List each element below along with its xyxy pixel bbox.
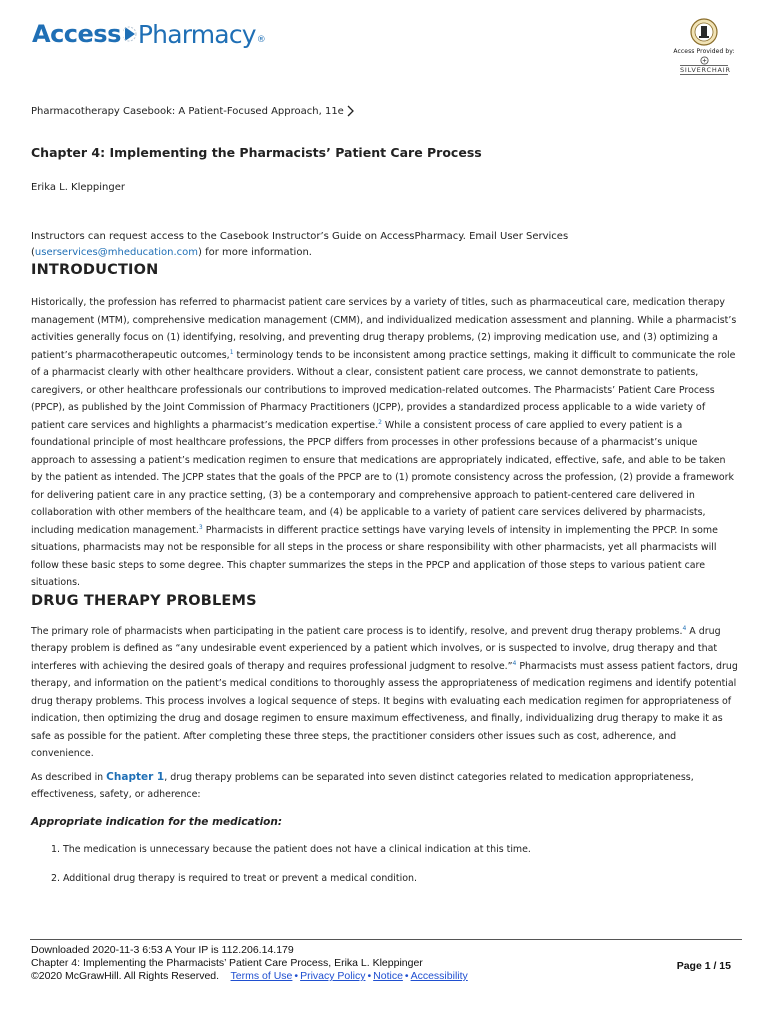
dtp-text-3: Pharmacists must assess patient factors, drug therapy, and information on the patient’s medical conditions to thoroughly assess the appropriateness of medication regimens and identify potential drug therapy problems. This process involves a logical sequence of steps. It begins with evaluating each medication regimen for appropriateness of indication, then optimizing the drug and dosage regimen to ensure maximum effectiveness, and finally, individualizing drug therapy to make it as safe as possible for the patient. After completing these three steps, the practitioner considers other issues such as cost, adherence, and convenience. [31,660,738,759]
indication-subheading: Appropriate indication for the medication: [31,815,283,828]
logo-pharmacy-text: Pharmacy [137,19,256,49]
logo-registered-mark: ® [256,35,266,45]
dtp-text-2: A drug therapy problem is defined as “any undesirable event experienced by a patient which involves, or is suspected to involve, drug therapy and that interferes with achieving the desired goals of therapy and requires professional judgment to resolve.” [31,625,721,672]
introduction-paragraph [31,294,739,592]
article-body [31,104,739,886]
dtp2-text-after: , drug therapy problems can be separated into seven distinct categories related to medication appropriateness, effectiveness, safety, or adherence: [31,771,694,800]
access-provided-label: Access Provided by: [673,48,735,55]
logo-gear-icon [123,24,137,44]
reference-link[interactable]: 4 [512,659,517,667]
introduction-heading: INTRODUCTION [31,262,159,278]
notice-text-before: Instructors can request access to the Casebook Instructor’s Guide on AccessPharmacy. Email User Services ( [31,231,569,258]
intro-text-2: terminology tends to be inconsistent among practice settings, making it difficult to communicate the role of a pharmacist clearly with other healthcare providers. Without a clear, consistent patient care process, we cannot demonstrate to patients, caregivers, or other healthcare professionals our contributions to improved medication-related outcomes. The Pharmacists’ Patient Care Process (PPCP), as published by the Joint Commission of Pharmacy Practitioners (JCPP), provides a standardized process applicable to a wide variety of patient care services and highlights a pharmacist’s medication expertise. [31,349,736,431]
notice-link[interactable]: Notice [373,970,403,982]
email-link[interactable]: userservices@mheducation.com [34,247,198,258]
drug-therapy-heading: DRUG THERAPY PROBLEMS [31,592,257,609]
notice-text-after: ) for more information. [197,247,312,258]
footer-citation: Chapter 4: Implementing the Pharmacists’ Patient Care Process, Erika L. Kleppinger [31,957,423,969]
page-number: Page 1 / 15 [676,960,731,972]
chapter-reference-paragraph [31,769,739,804]
reference-link[interactable]: 4 [682,624,687,632]
footer-copyright: ©2020 McGrawHill. All Rights Reserved. [31,970,220,982]
dtp2-text-before: As described in [31,771,107,783]
chapter-title: Chapter 4: Implementing the Pharmacists’ Patient Care Process [31,145,482,160]
silverchair-mark-icon [700,56,709,65]
reference-link[interactable]: 1 [229,348,234,356]
reference-link[interactable]: 3 [198,523,203,531]
accessibility-link[interactable]: Accessibility [410,970,468,982]
footer-download-info: Downloaded 2020-11-3 6:53 A Your IP is 112.206.14.179 [31,944,294,956]
footer-separator: • [404,970,409,982]
breadcrumb-book-title[interactable]: Pharmacotherapy Casebook: A Patient-Focused Approach, 11e [31,105,344,117]
list-item: 1. The medication is unnecessary because the patient does not have a clinical indication at this time. [51,843,531,855]
page-footer [31,944,743,983]
intro-text-4: Pharmacists in different practice settings have varying levels of intensity in implementing the PPCP. In some situations, pharmacists may not be responsible for all steps in the process or share responsibility with other pharmacists, yet all pharmacists will follow these basic steps to some degree. This chapter summarizes the steps in the PPCP and application of those steps to various patient care situations. [31,524,718,588]
drug-therapy-paragraph [31,623,739,763]
accesspharmacy-logo[interactable] [32,14,266,54]
list-item: 2. Additional drug therapy is required to treat or prevent a medical condition. [51,872,417,884]
reference-link[interactable]: 2 [378,418,382,426]
intro-text-3: While a consistent process of care applied to every patient is a foundational principle of most healthcare professions, the PPCP differs from processes in other professions because of a pharmacist’s unique approach to assessing a patient’s medication regimen to ensure that medications are appropriately indicated, effective, safe, and able to be taken by the patient as intended. The JCPP states that the goals of the PPCP are to (1) promote consistency across the profession, (2) provide a framework for delivering patient care in any practice setting, (3) be a contemporary and comprehensive approach to patient-centered care delivered in collaboration with other members of the healthcare team, and (4) be applicable to a variety of patient care services delivered by pharmacists, including medication management. [31,419,734,536]
logo-access-text: Access [32,20,121,48]
chapter-1-link[interactable]: Chapter 1 [106,770,165,783]
dtp-text-1: The primary role of pharmacists when participating in the patient care process is to identify, resolve, and prevent drug therapy problems. [31,625,683,637]
terms-of-use-link[interactable]: Terms of Use [230,970,293,982]
provider-name: SILVERCHAIR [680,66,731,74]
footer-separator: • [294,970,299,982]
chapter-author: Erika L. Kleppinger [31,182,125,193]
footer-legal [31,970,743,983]
footer-divider [30,939,742,940]
indication-list [31,843,739,886]
privacy-policy-link[interactable]: Privacy Policy [300,970,366,982]
intro-text-1: Historically, the profession has referred to pharmacist patient care services by a variety of titles, such as pharmaceutical care, medication therapy management (MTM), comprehensive medication management (CMM), and individualized medication assessment and planning. While a pharmacist’s activities generally focus on (1) identifying, resolving, and preventing drug therapy problems, (2) improving medication use, and (3) optimizing a patient’s pharmacotherapeutic outcomes, [31,297,737,361]
instructor-notice [31,229,739,261]
footer-separator: • [367,970,372,982]
institution-seal-icon [690,18,718,46]
access-provider-block [664,18,744,75]
chevron-right-icon[interactable] [346,105,354,117]
breadcrumb[interactable] [31,104,739,118]
